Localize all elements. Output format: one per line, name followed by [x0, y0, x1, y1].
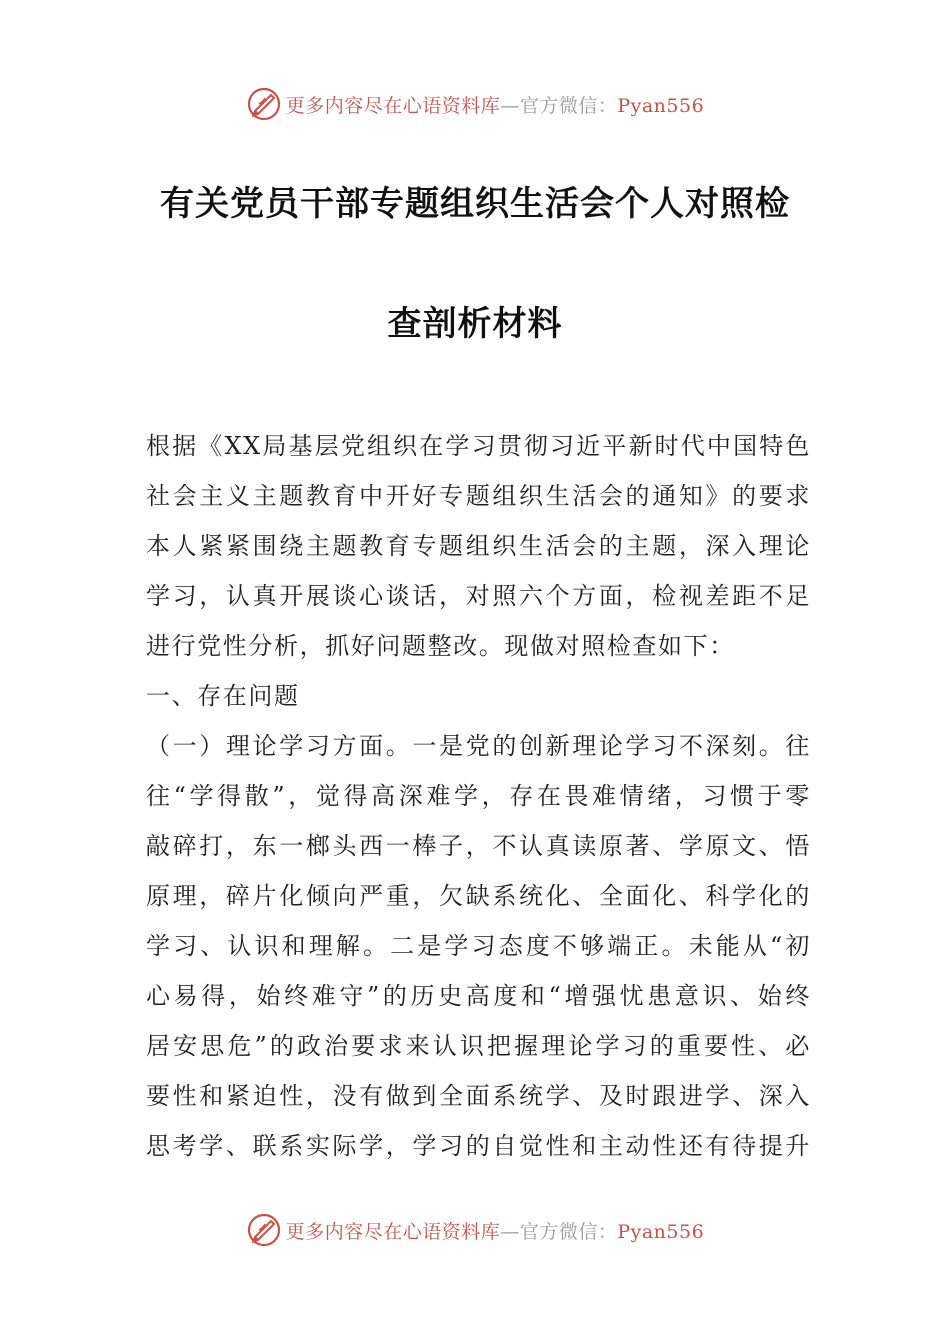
body-line: 往“学得散”，觉得高深难学，存在畏难情绪，习惯于零: [146, 782, 811, 810]
watermark-wechat-id: Pyan556: [617, 1220, 705, 1243]
watermark-wechat-label: 官方微信：: [519, 94, 618, 117]
body-line: 根据《XX局基层党组织在学习贯彻习近平新时代中国特色: [146, 432, 811, 460]
body-line: 居安思危”的政治要求来认识把握理论学习的重要性、必: [146, 1032, 811, 1060]
watermark-text: [286, 91, 704, 118]
body-line: 学习、认识和理解。二是学习态度不够端正。未能从“初: [146, 932, 811, 960]
document-title-line1: 有关党员干部专题组织生活会个人对照检: [160, 184, 790, 224]
watermark-slogan: 更多内容尽在心语资料库: [285, 1220, 501, 1243]
watermark-dash: —: [500, 94, 520, 117]
watermark-wechat-id: Pyan556: [617, 94, 705, 117]
body-line: 学习，认真开展谈心谈话，对照六个方面，检视差距不足: [146, 582, 811, 610]
watermark-banner-bottom: [0, 1210, 950, 1250]
watermark-slogan: 更多内容尽在心语资料库: [285, 94, 501, 117]
pen-logo-icon: [246, 86, 282, 122]
body-line: 本人紧紧围绕主题教育专题组织生活会的主题，深入理论: [146, 532, 811, 560]
pen-logo-icon: [246, 1212, 282, 1248]
body-line: 心易得，始终难守”的历史高度和“增强忧患意识、始终: [146, 982, 811, 1010]
body-line: 社会主义主题教育中开好专题组织生活会的通知》的要求: [146, 482, 811, 510]
body-line: （一）理论学习方面。一是党的创新理论学习不深刻。往: [146, 732, 811, 760]
watermark-wechat-label: 官方微信：: [519, 1220, 618, 1243]
watermark-dash: —: [500, 1220, 520, 1243]
body-line: 原理，碎片化倾向严重，欠缺系统化、全面化、科学化的: [146, 882, 811, 910]
watermark-text: [286, 1217, 704, 1244]
watermark-banner-top: [0, 84, 950, 124]
document-body: [146, 421, 811, 1171]
document-title-line2: 查剖析材料: [387, 304, 563, 344]
body-line: 要性和紧迫性，没有做到全面系统学、及时跟进学、深入: [146, 1082, 811, 1110]
section-heading: 一、存在问题: [146, 682, 300, 710]
body-line: 敲碎打，东一榔头西一棒子，不认真读原著、学原文、悟: [146, 832, 811, 860]
body-line: 进行党性分析，抓好问题整改。现做对照检查如下：: [146, 632, 735, 660]
body-line: 思考学、联系实际学，学习的自觉性和主动性还有待提升: [146, 1132, 811, 1160]
